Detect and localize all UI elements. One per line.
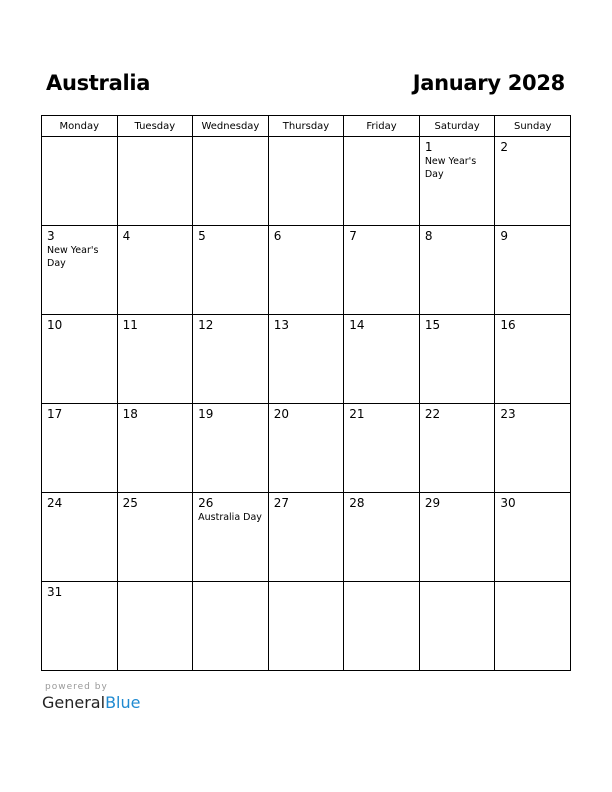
day-number: 27 [273,496,289,510]
week-row [42,404,571,493]
day-cell [495,226,571,315]
day-number: 31 [47,585,63,599]
week-row [42,137,571,226]
day-cell [117,582,193,671]
day-cell [268,582,344,671]
day-number: 25 [122,496,138,510]
holiday-label: Australia Day [198,512,262,523]
day-cell [42,493,118,582]
day-cell [344,315,420,404]
day-cell [193,315,269,404]
day-number: 13 [273,318,289,332]
day-number: 22 [424,407,441,421]
day-cell [419,315,495,404]
brand-blue-text: Blue [105,693,141,712]
day-cell [193,404,269,493]
day-number: 17 [47,407,63,421]
day-cell [344,226,420,315]
day-number: 14 [349,318,365,332]
holiday-label: New Year's Day [424,156,477,180]
day-cell [344,493,420,582]
day-cell [344,137,420,226]
day-number: 20 [273,407,289,421]
day-number: 7 [349,229,357,243]
day-cell [419,404,495,493]
day-number: 8 [424,229,433,243]
day-cell [419,226,495,315]
weekday-header: Thursday [268,116,344,137]
day-number: 5 [198,229,206,243]
day-number: 28 [349,496,365,510]
day-number: 18 [122,407,138,421]
day-cell [495,137,571,226]
day-cell [117,315,193,404]
day-cell [42,582,118,671]
day-number: 26 [198,496,214,510]
powered-by-label: powered by [45,682,108,692]
day-number: 4 [122,229,131,243]
day-cell [117,404,193,493]
day-cell [42,404,118,493]
day-cell [344,404,420,493]
week-row [42,582,571,671]
day-number: 2 [500,140,509,154]
country-title: Australia [46,71,151,95]
day-cell [193,493,269,582]
day-cell [419,493,495,582]
weekday-header: Wednesday [193,116,269,137]
calendar-grid [41,115,571,671]
day-number: 29 [424,496,441,510]
weekday-header-row [42,116,571,137]
brand-logo [42,693,140,712]
day-cell [495,315,571,404]
day-cell [495,404,571,493]
weekday-header: Sunday [495,116,571,137]
day-cell [268,137,344,226]
day-cell [117,493,193,582]
day-number: 9 [500,229,509,243]
day-number: 19 [198,407,214,421]
weekday-header: Tuesday [117,116,193,137]
month-year-title: January 2028 [412,71,565,95]
week-row [42,493,571,582]
day-cell [42,226,118,315]
weekday-header: Saturday [419,116,495,137]
day-cell [419,582,495,671]
holiday-label: New Year's Day [47,245,99,269]
week-row [42,315,571,404]
day-number: 11 [122,318,138,332]
brand-general-text: General [42,693,106,712]
day-cell [117,137,193,226]
day-number: 16 [500,318,516,332]
day-number: 24 [47,496,63,510]
weekday-header: Friday [344,116,420,137]
day-cell [268,404,344,493]
day-number: 15 [424,318,441,332]
day-number: 30 [500,496,516,510]
day-cell [193,226,269,315]
day-number: 12 [198,318,214,332]
day-number: 1 [424,140,433,154]
day-cell [268,226,344,315]
day-number: 3 [47,229,55,243]
day-cell [193,582,269,671]
day-number: 10 [47,318,63,332]
day-cell [495,582,571,671]
day-number: 6 [273,229,282,243]
day-cell [268,493,344,582]
day-cell [419,137,495,226]
weekday-header: Monday [42,116,118,137]
day-number: 23 [500,407,516,421]
day-cell [193,137,269,226]
day-cell [344,582,420,671]
day-cell [42,137,118,226]
day-cell [268,315,344,404]
day-cell [495,493,571,582]
day-cell [117,226,193,315]
week-row [42,226,571,315]
day-number: 21 [349,407,365,421]
day-cell [42,315,118,404]
